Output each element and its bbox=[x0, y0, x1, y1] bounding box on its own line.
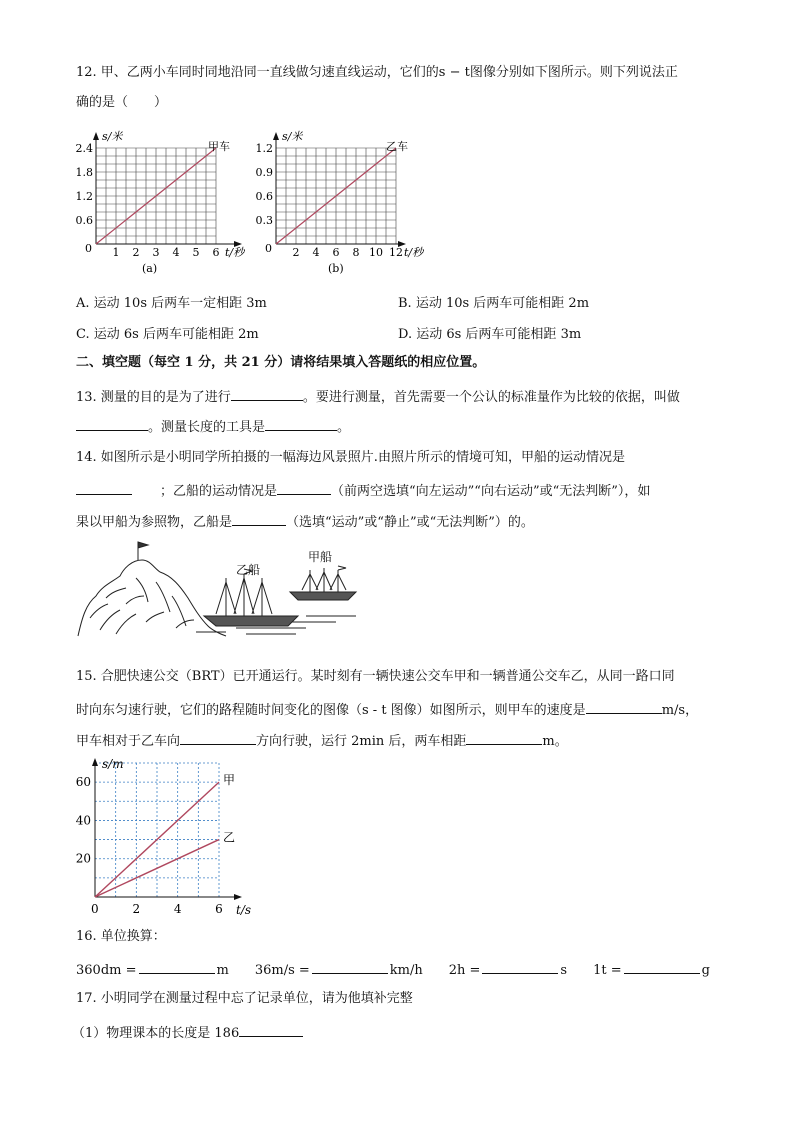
chart-b-x-tick-label: 4 bbox=[312, 246, 320, 259]
chart-b-series-label: 乙车 bbox=[386, 140, 408, 153]
chart-a-y-tick-label: 1.8 bbox=[76, 166, 93, 179]
q14-text-2: ；乙船的运动情况是 bbox=[160, 484, 278, 499]
chart-a-ticks bbox=[76, 142, 220, 259]
q15-line2 bbox=[76, 699, 698, 720]
chart-a-y-arrow bbox=[93, 132, 99, 140]
q15-line1: 15. 合肥快速公交（BRT）已开通运行。某时刻有一辆快速公交车甲和一辆普通公交车乙，从同一路口同 bbox=[76, 669, 675, 684]
q16-b-blank[interactable] bbox=[312, 959, 388, 974]
q16-b-unit: km/h bbox=[389, 963, 423, 978]
q15-text-3: m/s， bbox=[661, 703, 699, 718]
chart-b-caption: (b) bbox=[328, 262, 344, 275]
q14-blank-1[interactable] bbox=[76, 480, 132, 495]
q12-option-b[interactable]: B. 运动 10s 后两车可能相距 2m bbox=[398, 296, 590, 311]
q13-text-1: 13. 测量的目的是为了进行 bbox=[76, 390, 231, 405]
q14-blank-3[interactable] bbox=[232, 511, 286, 526]
q13-text-3: 。测量长度的工具是 bbox=[148, 420, 266, 435]
q15-text-4: 甲车相对于乙车向 bbox=[76, 734, 181, 749]
chart-a bbox=[76, 128, 256, 278]
seaside-illustration bbox=[76, 538, 366, 638]
yi-ship-hull bbox=[204, 616, 298, 626]
q16-b-left: 36m/s = bbox=[254, 963, 310, 978]
chart-a-y-tick-label: 1.2 bbox=[76, 190, 93, 203]
q13-blank-1[interactable] bbox=[231, 386, 303, 401]
q16-c-unit: s bbox=[560, 963, 568, 978]
q13-blank-2[interactable] bbox=[76, 416, 148, 431]
q14-text-5: （选填“运动”或“静止”或“无法判断”）的。 bbox=[286, 515, 534, 530]
chart-q15-x-tick-label: 6 bbox=[215, 902, 223, 916]
chart-b-y-tick-label: 1.2 bbox=[256, 142, 273, 155]
chart-q15-xlabel: t/s bbox=[236, 903, 252, 917]
chart-q15 bbox=[72, 754, 262, 924]
section-2-heading: 二、填空题（每空 1 分，共 21 分）请将结果填入答题纸的相应位置。 bbox=[76, 355, 486, 370]
jia-ship-hull bbox=[290, 592, 356, 600]
q13-line2 bbox=[76, 416, 350, 437]
chart-b-x-tick-label: 2 bbox=[292, 246, 300, 259]
chart-b-y-tick-label: 0.6 bbox=[256, 190, 273, 203]
chart-a-x-tick-label: 6 bbox=[212, 246, 220, 259]
q17-part1 bbox=[72, 1022, 303, 1043]
q16-a-left: 360dm = bbox=[76, 963, 137, 978]
jia-ship-flag bbox=[338, 566, 346, 570]
q15-text-6: m。 bbox=[542, 734, 568, 749]
chart-a-x-tick-label: 4 bbox=[172, 246, 180, 259]
chart-b-origin: 0 bbox=[265, 242, 272, 255]
chart-q15-y-tick-label: 20 bbox=[75, 851, 91, 866]
q14-text-3: （前两空选填“向左运动”“向右运动”或“无法判断”），如 bbox=[331, 484, 651, 499]
q13-text-4: 。 bbox=[337, 420, 351, 435]
chart-b-ylabel: s/米 bbox=[282, 130, 303, 143]
chart-q15-x-tick-label: 2 bbox=[132, 902, 141, 916]
q14-line1: 14. 如图所示是小明同学所拍摄的一幅海边风景照片.由照片所示的情境可知，甲船的运动情况是 bbox=[76, 450, 625, 465]
chart-b-y-tick-label: 0.3 bbox=[256, 214, 273, 227]
chart-a-x-tick-label: 3 bbox=[152, 246, 160, 259]
chart-a-x-tick-label: 5 bbox=[192, 246, 200, 259]
chart-b-y-tick-label: 0.9 bbox=[256, 166, 273, 179]
cliff-drawing bbox=[78, 560, 226, 636]
q12-line1: 12. 甲、乙两小车同时同地沿同一直线做匀速直线运动，它们的s − t图像分别如下图所示。则下列说法正 bbox=[76, 65, 678, 80]
q12-option-d[interactable]: D. 运动 6s 后两车可能相距 3m bbox=[398, 327, 582, 342]
chart-a-caption: (a) bbox=[142, 262, 158, 275]
chart-b-xlabel: t/秒 bbox=[404, 246, 424, 259]
chart-a-origin: 0 bbox=[85, 242, 92, 255]
q16-a-blank[interactable] bbox=[139, 959, 215, 974]
q14-blank-2[interactable] bbox=[277, 480, 331, 495]
q16-d-unit: g bbox=[701, 963, 710, 978]
q13-text-2: 。要进行测量，首先需要一个公认的标准量作为比较的依据，叫做 bbox=[302, 390, 680, 405]
q13-blank-3[interactable] bbox=[265, 416, 337, 431]
chart-a-x-tick-label: 1 bbox=[112, 246, 120, 259]
chart-q15-series-label-1: 甲 bbox=[223, 773, 236, 788]
q15-line3 bbox=[76, 730, 568, 751]
q15-blank-2[interactable] bbox=[180, 730, 256, 745]
chart-q15-origin: 0 bbox=[91, 902, 99, 916]
q15-text-2: 时向东匀速行驶，它们的路程随时间变化的图像（s - t 图像）如图所示，则甲车的速度是 bbox=[76, 703, 586, 718]
q17-title: 17. 小明同学在测量过程中忘了记录单位，请为他填补完整 bbox=[76, 991, 413, 1006]
chart-a-x-tick-label: 2 bbox=[132, 246, 140, 259]
chart-b-x-tick-label: 10 bbox=[369, 246, 383, 259]
q17-text-1: （1）物理课本的长度是 186 bbox=[72, 1026, 240, 1041]
q14-line2 bbox=[76, 480, 650, 501]
chart-q15-grid bbox=[95, 763, 219, 897]
q15-text-5: 方向行驶，运行 2min 后，两车相距 bbox=[256, 734, 467, 749]
chart-q15-y-tick-label: 60 bbox=[75, 775, 91, 790]
q16-c-left: 2h = bbox=[448, 963, 481, 978]
chart-b-x-tick-label: 6 bbox=[332, 246, 340, 259]
chart-a-xlabel: t/秒 bbox=[225, 246, 245, 259]
chart-a-y-tick-label: 2.4 bbox=[76, 142, 93, 155]
q14-text-4: 果以甲船为参照物，乙船是 bbox=[76, 515, 233, 530]
chart-q15-x-arrow bbox=[234, 894, 242, 900]
chart-q15-series-label-2: 乙 bbox=[223, 830, 236, 845]
yi-ship-label: 乙船 bbox=[236, 563, 261, 577]
chart-b bbox=[256, 128, 436, 278]
chart-a-ylabel: s/米 bbox=[102, 130, 123, 143]
chart-a-series-label: 甲车 bbox=[208, 140, 230, 153]
q15-blank-1[interactable] bbox=[586, 699, 662, 714]
q17-blank-1[interactable] bbox=[239, 1022, 303, 1037]
q16-a-unit: m bbox=[216, 963, 229, 978]
q16-d-left: 1t = bbox=[593, 963, 622, 978]
q12-option-a[interactable]: A. 运动 10s 后两车一定相距 3m bbox=[76, 296, 267, 311]
chart-b-x-tick-label: 12 bbox=[389, 246, 403, 259]
q16-title: 16. 单位换算： bbox=[76, 929, 166, 944]
jia-ship-label: 甲船 bbox=[308, 550, 333, 564]
chart-b-x-tick-label: 8 bbox=[352, 246, 360, 259]
q16-items bbox=[76, 959, 710, 980]
chart-b-y-arrow bbox=[273, 132, 279, 140]
flag-cloth bbox=[138, 542, 148, 548]
q16-c-blank[interactable] bbox=[482, 959, 558, 974]
q16-d-blank[interactable] bbox=[624, 959, 700, 974]
chart-q15-x-tick-label: 4 bbox=[173, 902, 182, 916]
chart-q15-ylabel: s/m bbox=[102, 757, 124, 771]
q14-line3 bbox=[76, 511, 534, 532]
chart-a-y-tick-label: 0.6 bbox=[76, 214, 93, 227]
q13-line1 bbox=[76, 386, 680, 407]
chart-q15-y-tick-label: 40 bbox=[75, 813, 91, 828]
q15-blank-3[interactable] bbox=[466, 730, 542, 745]
chart-q15-y-arrow bbox=[92, 758, 98, 766]
q12-line2: 确的是（ ） bbox=[76, 95, 168, 110]
q12-option-c[interactable]: C. 运动 6s 后两车可能相距 2m bbox=[76, 327, 259, 342]
